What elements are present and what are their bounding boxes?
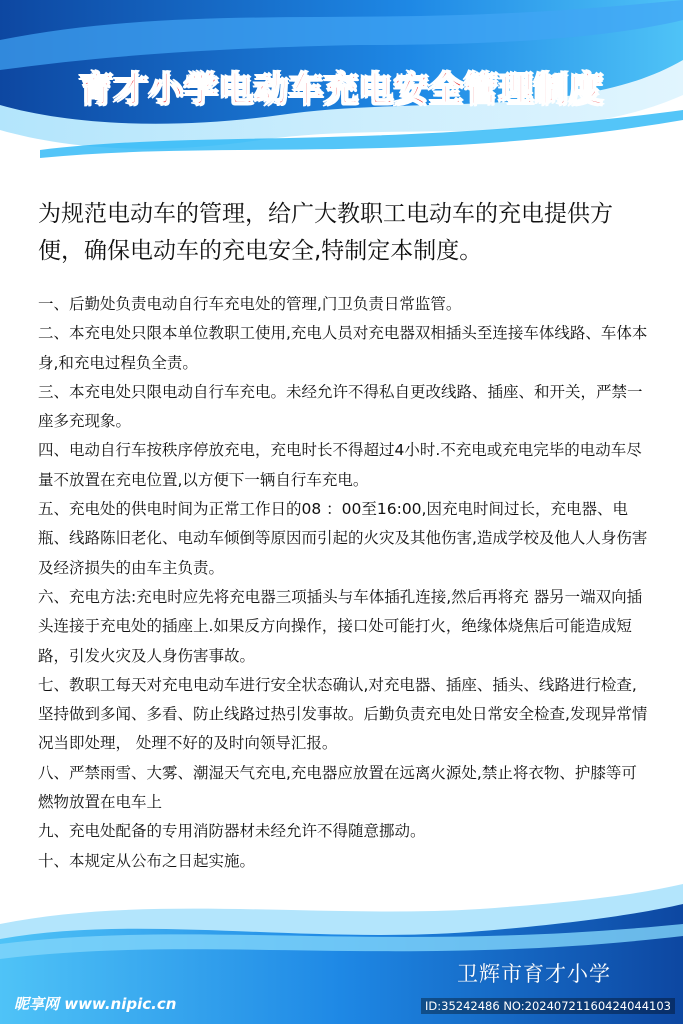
rule-item: 四、电动自行车按秩序停放充电，充电时长不得超过4小时.不充电或充电完毕的电动车尽量不放置在充电位置,以方便下一辆自行车充电。 — [38, 441, 642, 489]
rule-item: 八、严禁雨雪、大雾、潮湿天气充电,充电器应放置在远离火源处,禁止将衣物、护膝等可燃物放置在电车上 — [38, 763, 637, 812]
page-title: 育才小学电动车充电安全管理制度 — [79, 70, 604, 110]
rule-item: 五、充电处的供电时间为正常工作日的08 ：00至16:00,因充电时间过长，充电器、电瓶、线路陈旧老化、电动车倾倒等原因而引起的火灾及其他伤害,造成学校及他人人身伤害及经济损失的由车主负责。 — [38, 500, 648, 577]
intro-paragraph: 为规范电动车的管理，给广大教职工电动车的充电提供方便，确保电动车的充电安全,特制定本制度。 — [38, 201, 613, 264]
rule-item: 十、本规定从公布之日起实施。 — [38, 851, 256, 870]
rules-list — [38, 290, 650, 876]
rule-item: 一、后勤处负责电动自行车充电处的管理,门卫负责日常监管。 — [38, 295, 462, 313]
rule-item: 七、教职工每天对充电电动车进行安全状态确认,对充电器、插座、插头、线路进行检查,坚持做到多闻、多看、防止线路过热引发事故。后勤负责充电处日常安全检查,发现异常情况当即处理， 处理不好的及时向领导汇报。 — [38, 675, 648, 753]
watermark-id: ID:35242486 NO:20240721160424044103 — [421, 998, 675, 1014]
rule-item: 二、本充电处只限本单位教职工使用,充电人员对充电器双相插头至连接车体线路、车体本身,和充电过程负全责。 — [38, 324, 648, 372]
rule-item: 三、本充电处只限电动自行车充电。未经允许不得私自更改线路、插座、和开关，严禁一座多充现象。 — [38, 382, 643, 431]
watermark-site: 昵享网 www.nipic.cn — [14, 995, 177, 1013]
rule-item: 六、充电方法:充电时应先将充电器三项插头与车体插孔连接,然后再将充 器另一端双向插头连接于充电处的插座上.如果反方向操作，接口处可能打火，绝缘体烧焦后可能造成短路，引发火灾及人身伤害事故。 — [38, 587, 643, 665]
school-name: 卫辉市育才小学 — [457, 962, 611, 986]
rule-item: 九、充电处配备的专用消防器材未经允许不得随意挪动。 — [38, 822, 426, 841]
